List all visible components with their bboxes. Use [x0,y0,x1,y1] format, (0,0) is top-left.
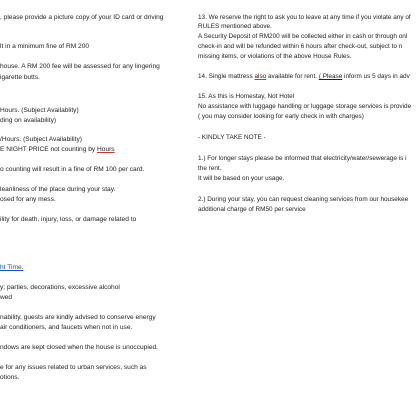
note-2-line: 2.) During your stay, you can request cleaning services from our housekee [198,196,409,203]
note-1-line: the rent. [198,165,222,172]
deposit-line: check-in and will be refunded within 6 hours after check-out, subject to n [198,43,403,50]
rule-line: ility for death, injury, loss, or damage related to [0,216,137,223]
hours-underlined: Hours [97,146,115,153]
rule-13-line: 13. We reserve the right to ask you to leave at any time if you violate any of [198,14,411,21]
rule-line: leanliness of the place during your stay. [0,186,116,193]
rule-text: inform us 5 days in adv [344,73,410,80]
rule-line: , please provide a picture copy of your ID card or driving [0,14,164,21]
rule-line: igarette butts. [0,74,40,81]
rule-line: lt in a minimum fine of RM 200 [0,43,90,50]
note-2-line: additional charge of RM50 per service [198,206,306,213]
rule-line: house. A RM 200 fee will be assessed for any lingering [0,63,160,70]
night-time-link[interactable]: ht Time. [0,264,24,271]
rule-line: otions. [0,374,20,381]
rule-line: o counting will result in a fine of RM 100 per card. [0,166,145,173]
rule-text: 14. Single mattress [198,73,253,80]
rule-line: e for any issues related to urban services, such as [0,364,147,371]
rule-line: air conditioners, and faucets when not in use. [0,324,133,331]
please-underlined: ( Please [318,73,343,80]
rule-text: available for rent. [268,73,318,80]
rule-line: y; parties, decorations, excessive alcohol [0,284,120,291]
rule-14-line [198,73,410,81]
rule-text: E NIGHT PRICE not counting by [0,146,96,153]
rule-line: /Hours. (Subject Availability) [0,136,82,143]
note-1-line: It will be based on your usage. [198,175,285,182]
rule-line: Hours. (Subject Availablity) [0,107,79,114]
deposit-line: missing items, or violations of the above House Rules. [198,53,352,60]
also-underlined: also [254,73,267,80]
rule-line: nability, guests are kindly advised to conserve energy [0,314,156,321]
rule-line: ndows are kept closed when the house is unoccupied. [0,344,158,351]
rule-15-line: ( you may consider looking for early check in with charges) [198,113,364,120]
deposit-line: A Security Deposit of RM200 will be collected either in cash or through onl [198,33,408,40]
kindly-take-note-heading: - KINDLY TAKE NOTE - [198,134,266,141]
rule-15-line: No assistance with luggage handling or luggage storage services is provide [198,103,412,110]
rule-13-line: RULES mentioned above. [198,23,272,30]
rule-line: osed for any mess. [0,196,56,203]
rule-line: ding on availability) [0,117,57,124]
rule-line: wed [0,294,13,301]
note-1-line: 1.) For longer stays please be informed that electricity/water/sewerage is i [198,155,407,162]
rule-line [0,146,115,154]
rule-15-line: 15. As this is Homestay, Not Hotel [198,93,295,100]
